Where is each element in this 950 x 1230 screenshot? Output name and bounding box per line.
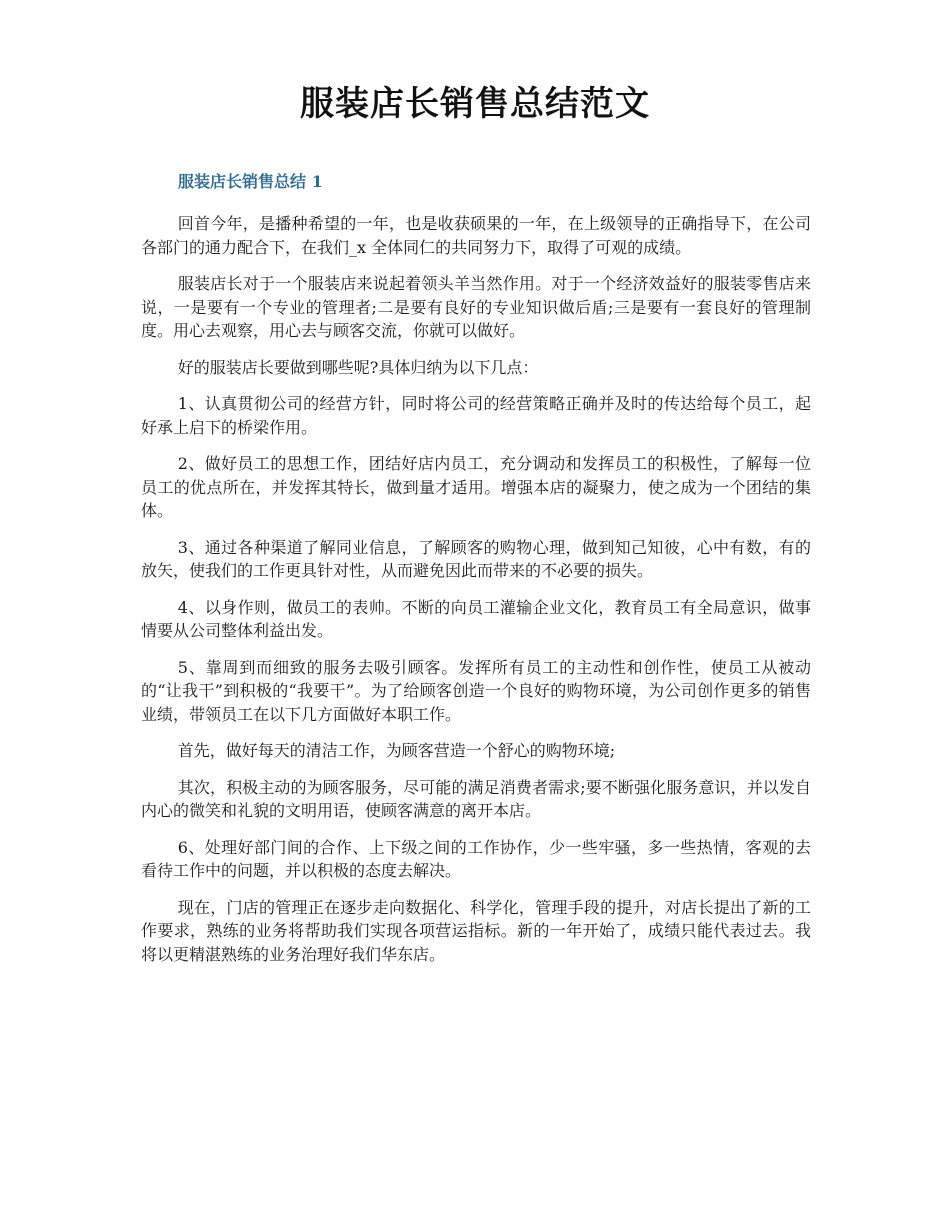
list-item-paragraph: 6、处理好部门间的合作、上下级之间的工作协作，少一些牢骚，多一些热情，客观的去看待工作中的问题，并以积极的态度去解决。 <box>141 837 811 880</box>
list-item-paragraph: 1、认真贯彻公司的经营方针，同时将公司的经营策略正确并及时的传达给每个员工，起好承上启下的桥梁作用。 <box>141 394 811 437</box>
list-item-paragraph: 4、以身作则，做员工的表帅。不断的向员工灌输企业文化，教育员工有全局意识，做事情要从公司整体利益出发。 <box>141 597 811 640</box>
document-title: 服装店长销售总结范文 <box>300 84 650 124</box>
document-body <box>141 212 811 979</box>
paragraph: 好的服装店长要做到哪些呢?具体归纳为以下几点： <box>177 357 539 377</box>
paragraph: 其次，积极主动的为顾客服务，尽可能的满足消费者需求;要不断强化服务意识，并以发自内心的微笑和礼貌的文明用语，使顾客满意的离开本店。 <box>141 777 811 820</box>
paragraph: 现在，门店的管理正在逐步走向数据化、科学化，管理手段的提升，对店长提出了新的工作要求，熟练的业务将帮助我们实现各项营运指标。新的一年开始了，成绩只能代表过去。我将以更精湛熟练的业务治理好我们华东店。 <box>141 897 811 964</box>
paragraph: 首先，做好每天的清洁工作，为顾客营造一个舒心的购物环境; <box>177 741 616 760</box>
list-item-paragraph: 2、做好员工的思想工作，团结好店内员工，充分调动和发挥员工的积极性，了解每一位员工的优点所在，并发挥其特长，做到量才适用。增强本店的凝聚力，使之成为一个团结的集体。 <box>141 454 811 520</box>
list-item-paragraph: 3、通过各种渠道了解同业信息，了解顾客的购物心理，做到知己知彼，心中有数，有的放矢，使我们的工作更具针对性，从而避免因此而带来的不必要的损失。 <box>141 537 811 580</box>
paragraph: 回首今年，是播种希望的一年，也是收获硕果的一年，在上级领导的正确指导下，在公司各部门的通力配合下，在我们_x 全体同仁的共同努力下，取得了可观的成绩。 <box>141 214 811 257</box>
list-item-paragraph: 5、靠周到而细致的服务去吸引顾客。发挥所有员工的主动性和创作性，使员工从被动的“让我干”到积极的“我要干”。为了给顾客创造一个良好的购物环境，为公司创作更多的销售业绩，带领员工在以下几方面做好本职工作。 <box>141 657 811 724</box>
paragraph: 服装店长对于一个服装店来说起着领头羊当然作用。对于一个经济效益好的服装零售店来说，一是要有一个专业的管理者;二是要有良好的专业知识做后盾;三是要有一套良好的管理制度。用心去观察，用心去与顾客交流，你就可以做好。 <box>141 274 811 340</box>
section-heading: 服装店长销售总结 1 <box>178 172 323 191</box>
